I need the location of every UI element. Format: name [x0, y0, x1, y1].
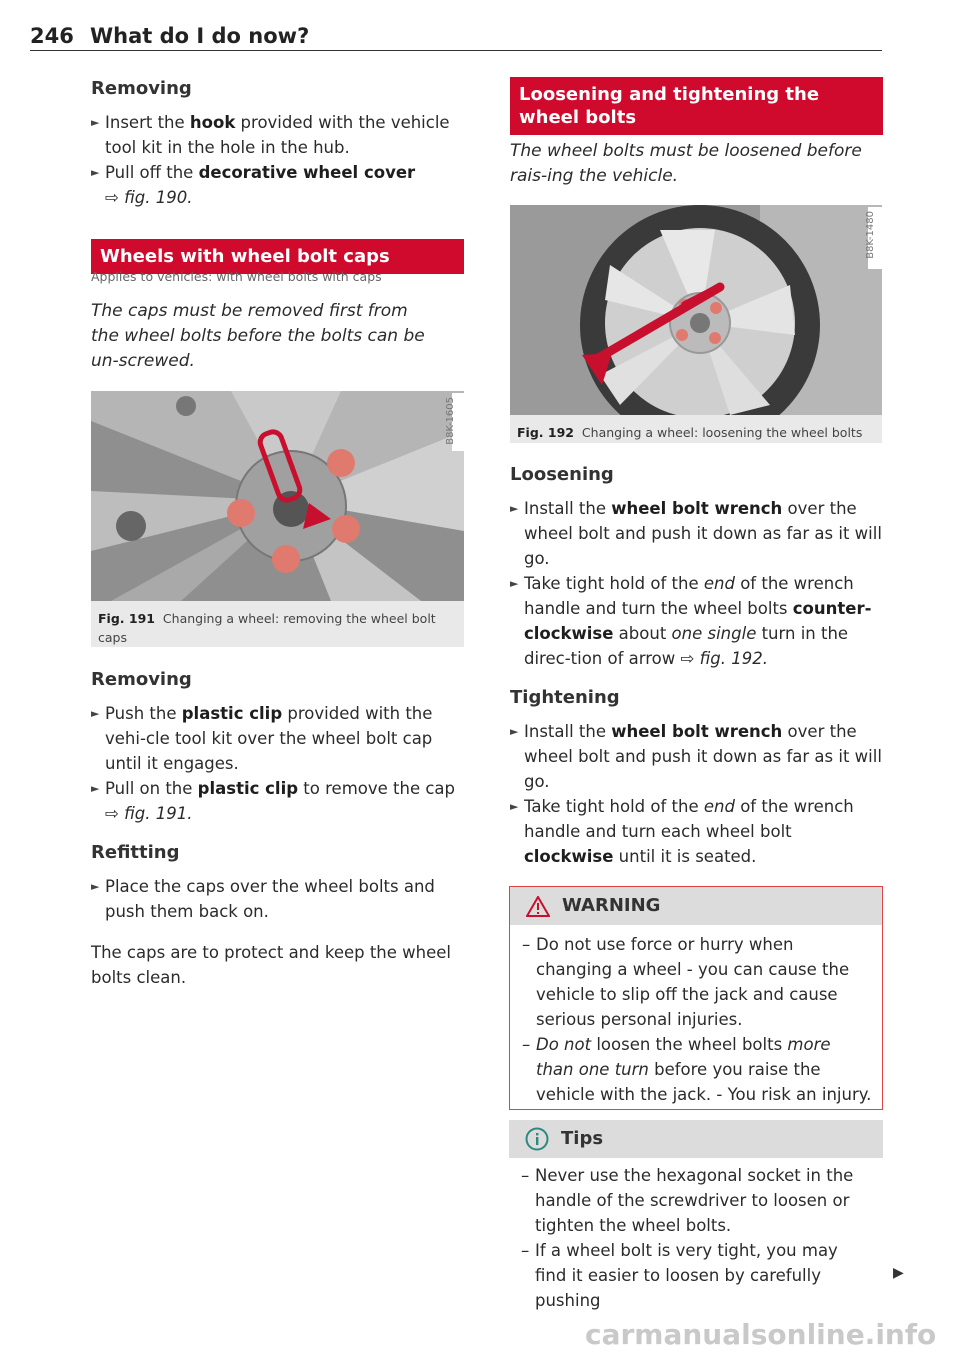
- arrow-ref-icon: ⇨: [105, 188, 119, 207]
- list-item: ► Push the plastic clip provided with the vehi-cle tool kit over the wheel bolt cap until it engages.: [91, 701, 466, 776]
- left-column-lower: [91, 667, 466, 990]
- list-item: – Do not loosen the wheel bolts more than one turn before you raise the vehicle with the jack. - You risk an injury.: [522, 1035, 872, 1104]
- paragraph: The caps are to protect and keep the wheel bolts clean.: [91, 943, 452, 987]
- bullet-icon: ►: [91, 880, 100, 893]
- list-item: ► Install the wheel bolt wrench over the wheel bolt and push it down as far as it will go.: [510, 719, 882, 794]
- watermark: carmanualsonline.info: [585, 1318, 937, 1351]
- section-intro: The wheel bolts must be loosened before rais-ing the vehicle.: [510, 141, 862, 186]
- bullet-icon: ►: [91, 782, 100, 795]
- refitting-heading: Refitting: [91, 842, 180, 863]
- bullet-icon: ►: [91, 166, 100, 179]
- section-intro: The caps must be removed first from the wheel bolts before the bolts can be un-screwed.: [91, 301, 425, 371]
- figure-caption: Fig. 192 Changing a wheel: loosening the wheel bolts: [517, 425, 863, 440]
- figure-link[interactable]: fig. 192.: [699, 649, 768, 668]
- figure-caption: Fig. 191 Changing a wheel: removing the wheel bolt caps: [98, 611, 436, 645]
- warning-box: [509, 886, 883, 1110]
- tips-list: [509, 1158, 883, 1313]
- wheel-bolt-caps-image: [91, 391, 464, 601]
- list-item: ► Place the caps over the wheel bolts and push them back on.: [91, 874, 466, 924]
- list-item: ► Pull on the plastic clip to remove the cap ⇨ fig. 191.: [91, 776, 466, 826]
- bullet-icon: ►: [510, 577, 519, 590]
- list-item: ► Take tight hold of the end of the wrench handle and turn the wheel bolts counter-clockwise about one single turn in the direc-tion of arrow ⇨ fig. 192.: [510, 571, 882, 671]
- page-header: [30, 24, 882, 51]
- tightening-heading: Tightening: [510, 687, 620, 708]
- list-item: ► Take tight hold of the end of the wrench handle and turn each wheel bolt clockwise until it is seated.: [510, 794, 882, 869]
- info-icon: [525, 1127, 549, 1151]
- list-item: ► Install the wheel bolt wrench over the wheel bolt and push it down as far as it will go.: [510, 496, 882, 571]
- figure-192: [510, 205, 882, 443]
- warning-triangle-icon: [526, 896, 550, 917]
- list-item: – Never use the hexagonal socket in the handle of the screwdriver to loosen or tighten the wheel bolts.: [521, 1166, 854, 1235]
- right-column: [510, 462, 882, 869]
- list-item: – If a wheel bolt is very tight, you may find it easier to loosen by carefully pushing: [521, 1241, 838, 1310]
- warning-header: [510, 887, 882, 925]
- wheel-wrench-image: [510, 205, 882, 415]
- arrow-ref-icon: ⇨: [105, 804, 119, 823]
- tips-box: [509, 1120, 883, 1310]
- bullet-icon: ►: [91, 707, 100, 720]
- list-item: ► Pull off the decorative wheel cover ⇨ fig. 190.: [91, 160, 466, 210]
- figure-191: [91, 391, 464, 647]
- bullet-icon: ►: [510, 800, 519, 813]
- bullet-icon: ►: [510, 502, 519, 515]
- left-column: [91, 76, 466, 210]
- removing-heading: Removing: [91, 669, 192, 690]
- tips-title: Tips: [561, 1128, 604, 1149]
- continue-arrow-icon: ▶: [893, 1265, 904, 1281]
- tips-header: [509, 1120, 883, 1158]
- loosening-heading: Loosening: [510, 464, 614, 485]
- arrow-ref-icon: ⇨: [680, 649, 695, 668]
- bullet-icon: ►: [91, 116, 100, 129]
- section-title-loosening-tightening: Loosening and tightening the wheel bolts: [510, 77, 883, 135]
- chapter-title: What do I do now?: [90, 24, 310, 48]
- warning-title: WARNING: [562, 895, 661, 916]
- page-number: 246: [30, 24, 74, 48]
- image-code: B8K-1480: [865, 211, 876, 259]
- list-item: – Do not use force or hurry when changing a wheel - you can cause the vehicle to slip off the jack and cause serious personal injuries.: [522, 935, 850, 1029]
- figure-link[interactable]: fig. 191.: [124, 804, 193, 823]
- image-code: B8K-1605: [445, 397, 456, 445]
- warning-list: [510, 925, 882, 1107]
- section-title-wheel-bolt-caps: Wheels with wheel bolt caps: [91, 239, 464, 274]
- figure-link[interactable]: fig. 190.: [124, 188, 193, 207]
- list-item: ► Insert the hook provided with the vehicle tool kit in the hole in the hub.: [91, 110, 466, 160]
- removing-heading: Removing: [91, 78, 192, 99]
- applies-note: Applies to vehicles: with wheel bolts with caps: [91, 269, 382, 284]
- bullet-icon: ►: [510, 725, 519, 738]
